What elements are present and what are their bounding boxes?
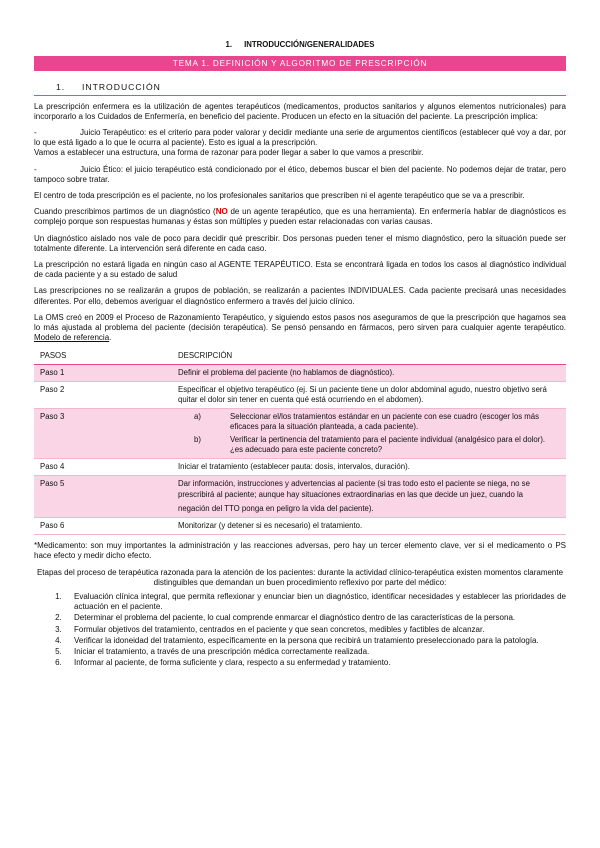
section-number: 1. [56,82,66,93]
list-item: 3. Formular objetivos del tratamiento, centrados en el paciente y que sean concretos, medibles y factibles de alcanzar. [64,625,566,635]
table-row [34,409,566,459]
step-label: Paso 5 [34,476,172,518]
chapter-heading [34,40,566,50]
list-item: 1. Evaluación clínica integral, que permita reflexionar y enunciar bien un diagnóstico, identificar necesidades y establecer las prioridades de actuación en el paciente. [64,592,566,612]
step-description [172,476,566,518]
step-label: Paso 3 [34,409,172,459]
bullet-dash: - [34,164,37,174]
etapas-intro: Etapas del proceso de terapéutica razonada para la atención de los pacientes: durante la actividad clínico-terapéutica existen momentos claramente distinguibles que demandan un buen procedimiento reflexivo por parte del médico: [36,567,564,587]
sub-step-text: Verificar la pertinencia del tratamiento para el paciente individual (analgésico para el dolor). ¿es adecuado para este paciente concreto? [230,434,546,454]
bullet-list [34,128,566,185]
text-run: de un agente terapéutico, que es una herramienta). En enfermería hablar de diagnósticos es complejo porque son respuestas humanas y éstas son múltiples y pueden estar relacionadas con varias causas. [34,207,566,227]
list-item: 4. Verificar la idoneidad del tratamiento, específicamente en la persona que recibirá un tratamiento preseleccionado para la patología. [64,636,566,646]
sub-step [194,412,560,432]
paragraph-aislado: Un diagnóstico aislado nos vale de poco para decidir qué prescribir. Dos personas pueden tener el mismo diagnóstico, pero la situación puede ser totalmente diferente. La intervención será diferente en cada caso. [34,233,566,253]
list-item: 5. Iniciar el tratamiento, a través de una prescripción médica correctamente realizada. [64,647,566,657]
sub-step [194,435,560,455]
chapter-number: 1. [225,40,233,49]
medication-note: *Medicamento: son muy importantes la administración y las reacciones adversas, pero hay un tercer elemento clave, ver si el medicamento o PS hace efecto y medir dicho efecto. [34,541,566,561]
section-title: INTRODUCCIÓN [82,82,161,93]
table-row [34,381,566,408]
step-label: Paso 6 [34,517,172,534]
paragraph-oms [34,313,566,344]
table-row [34,364,566,381]
sub-step-label: a) [194,412,201,422]
sub-step-text: Seleccionar el/los tratamientos estándar en un paciente con ese cuadro (escoger los más eficaces para la situación planteada, a cada paciente). [230,412,540,432]
bullet-item [34,165,566,185]
reference-link[interactable]: Modelo de referencia [34,333,110,343]
bullet-dash: - [34,128,37,138]
paragraph-ligada: La prescripción no estará ligada en ningún caso al AGENTE TERAPÉUTICO. Esta se encontrará ligada en todos los casos al diagnóstico individual de cada paciente y a su estado de salud [34,260,566,280]
step-label: Paso 2 [34,381,172,408]
list-item: 6. Informar al paciente, de forma suficiente y clara, respecto a su enfermedad y tratamiento. [64,658,566,668]
text-run: Cuando prescribimos partimos de un diagnóstico ( [34,207,216,217]
step-description [172,409,566,459]
bullet-text: Vamos a establecer una estructura, una forma de razonar para poder llegar a saber lo que vamos a prescribir. [34,148,424,158]
bullet-item [34,148,566,158]
step-description: Definir el problema del paciente (no hablamos de diagnóstico). [172,364,566,381]
etapas-list [34,592,566,668]
table-header-row [34,349,566,364]
section-heading [34,80,566,95]
table-row [34,459,566,476]
list-item: 2. Determinar el problema del paciente, lo cual comprende enmarcar el diagnóstico dentro de las características de la persona. [64,613,566,623]
paragraph-centro: El centro de toda prescripción es el paciente, no los profesionales sanitarios que prescriben ni el agente terapéutico que se va a prescribir. [34,191,525,201]
table-row [34,517,566,534]
chapter-title: INTRODUCCIÓN/GENERALIDADES [244,40,375,49]
paragraph-diagnostico [34,207,566,227]
column-header-pasos: PASOS [34,349,172,364]
bullet-text: Juicio Ético: el juicio terapéutico está condicionado por el ético, debemos buscar el bien del paciente. No podemos dejar de tratar, pero tampoco sobre tratar. [34,164,566,184]
tema-banner: TEMA 1. DEFINICIÓN Y ALGORITMO DE PRESCRIPCIÓN [34,56,566,71]
step-description-text: negación del TTO ponga en peligro la vida del paciente). [178,503,374,513]
steps-table [34,349,566,535]
step-description-text: Dar información, instrucciones y advertencias al paciente (si tras todo esto el paciente se niega, no se prescribirá al paciente; aunque hay situaciones extraordinarias en las que decide un juez, cuando la [178,479,530,499]
bullet-item [34,128,566,148]
negation-emphasis: NO [215,207,228,217]
text-run: La OMS creó en 2009 el Proceso de Razonamiento Terapéutico, y siguiendo estos pasos nos aseguramos de que la prescripción que hagamos sea lo más ajustada al problema del paciente (decisión terapéutica). Se pensó pensando en fármacos, pero sirven para cualquier agente terapéutico. [34,312,566,333]
intro-paragraph: La prescripción enfermera es la utilización de agentes terapéuticos (medicamentos, productos sanitarios y algunos elementos nutricionales) para incorporarlo a los Cuidados de Enfermería, en beneficio del paciente. Producen un efecto en la situación del paciente. La prescripción implica: [34,101,566,121]
table-row [34,476,566,518]
sub-step-label: b) [194,434,201,444]
step-label: Paso 4 [34,459,172,476]
step-description: Especificar el objetivo terapéutico (ej. Si un paciente tiene un dolor abdominal agudo, nuestro objetivo será quitar el dolor sin tener en cuenta qué está ocurriendo en el abdomen). [172,381,566,408]
step-description: Iniciar el tratamiento (establecer pauta: dosis, intervalos, duración). [172,459,566,476]
step-description: Monitorizar (y detener si es necesario) el tratamiento. [172,517,566,534]
bullet-text: Juicio Terapéutico: es el criterio para poder valorar y decidir mediante una serie de argumentos científicos (establecer qué voy a dar, por lo que está ligado a lo que le ocurra al paciente). Esto es igual a la prescripción. [34,128,566,148]
paragraph-grupos: Las prescripciones no se realizarán a grupos de población, se realizarán a pacientes INDIVIDUALES. Cada paciente precisará unas necesidades diferentes. Por ello, debemos averiguar el diagnóstico enfermero a través del juicio clínico. [34,286,566,306]
column-header-descripcion: DESCRIPCIÓN [172,349,566,364]
text-run: . [109,333,112,343]
step-label: Paso 1 [34,364,172,381]
